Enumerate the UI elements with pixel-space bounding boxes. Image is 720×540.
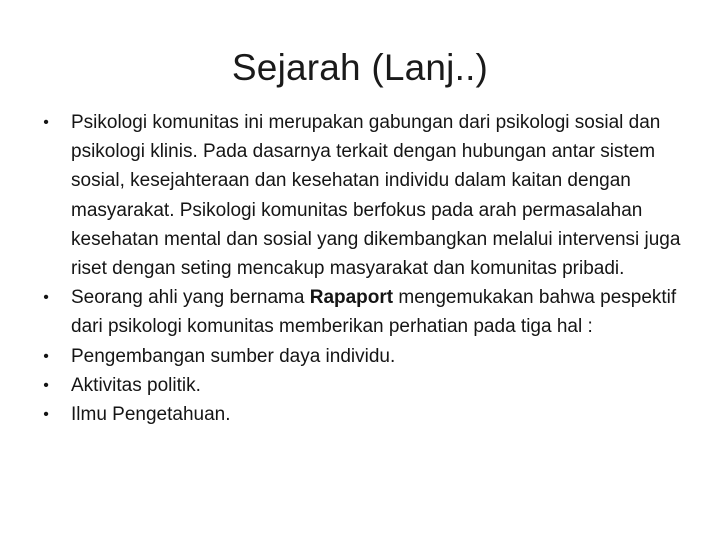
bullet-text-bold-name: Rapaport xyxy=(309,287,394,309)
bullet-text: Psikologi komunitas ini merupakan gabungan dari psikologi sosial dan psikologi klinis. Pada dasarnya terkait dengan hubungan antar sistem sosial, kesejahteraan dan kesehatan individu dalam kaitan dengan masyarakat. Psikologi komunitas berfokus pada arah permasalahan kesehatan mental dan sosial yang dikembangkan melalui intervensi juga riset dengan seting mencakup masyarakat dan komunitas pribadi. xyxy=(71,112,681,280)
bullet-icon: • xyxy=(43,114,49,131)
bullet-icon: • xyxy=(43,347,49,365)
bullet-text: Pengembangan sumber daya individu. xyxy=(71,345,396,367)
bullet-item-science xyxy=(40,400,690,429)
bullet-icon: • xyxy=(43,406,49,424)
bullet-text: Aktivitas politik. xyxy=(71,374,201,396)
bullet-text: Ilmu Pengetahuan. xyxy=(71,404,231,426)
bullet-item-politics xyxy=(40,371,690,400)
bullet-item-definition xyxy=(40,108,690,283)
bullet-item-rapaport xyxy=(40,283,690,341)
slide-title: Sejarah (Lanj..) xyxy=(231,47,489,88)
bullet-list xyxy=(40,108,690,429)
bullet-text-after: mengemukakan bahwa pespektif dari psikologi komunitas memberikan perhatian pada tiga hal : xyxy=(71,287,677,338)
bullet-icon: • xyxy=(43,376,49,394)
bullet-icon: • xyxy=(43,289,49,307)
bullet-item-development xyxy=(40,342,690,371)
bullet-text-before: Seorang ahli yang bernama xyxy=(71,287,310,309)
